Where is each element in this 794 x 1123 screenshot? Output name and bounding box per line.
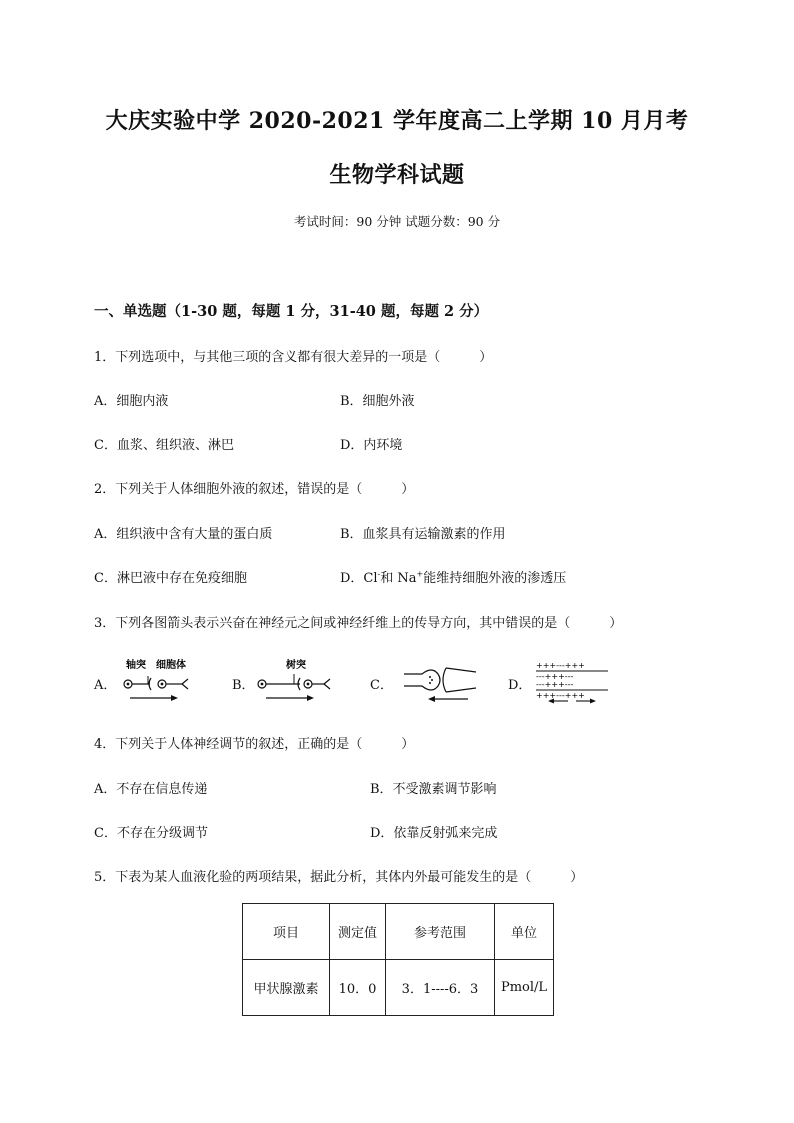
- question-2-option-d: D．Cl-和 Na+能维持细胞外液的渗透压: [340, 569, 567, 586]
- question-2-option-a: A．组织液中含有大量的蛋白质: [94, 527, 273, 542]
- section-heading: 一、单选题（1-30 题，每题 1 分，31-40 题，每题 2 分）: [94, 303, 489, 320]
- question-3-stem: 3．下列各图箭头表示兴奋在神经元之间或神经纤维上的传导方向，其中错误的是（ ）: [94, 616, 623, 631]
- question-3-option-a: A．: [94, 678, 117, 693]
- table-cell: 甲状腺激素: [243, 960, 330, 1016]
- exam-info: 考试时间：90 分钟 试题分数：90 分: [293, 214, 501, 229]
- figure-a-cell-body-label: 细胞体: [156, 660, 186, 671]
- table-cell: 10．0: [330, 960, 386, 1016]
- figure-d-nerve-fiber-diagram: [532, 660, 612, 708]
- figure-c-synapse-diagram: [400, 660, 480, 708]
- question-4-option-a: A．不存在信息传递: [94, 782, 208, 797]
- table-header-cell: 参考范围: [386, 904, 495, 960]
- blood-test-table: [242, 903, 554, 1016]
- question-3-option-d: D．: [508, 678, 532, 693]
- table-header-cell: 测定值: [330, 904, 386, 960]
- question-2-option-c: C．淋巴液中存在免疫细胞: [94, 571, 247, 586]
- table-header-cell: 项目: [243, 904, 330, 960]
- question-2-option-b: B．血浆具有运输激素的作用: [340, 527, 506, 542]
- figure-d-top-charges: +++---+++: [536, 661, 585, 670]
- question-1-option-a: A．细胞内液: [94, 394, 169, 409]
- question-4-option-b: B．不受激素调节影响: [370, 782, 497, 797]
- figure-d-inner-charges-1: ---+++---: [536, 672, 574, 681]
- figure-b-neuron-diagram: [252, 658, 334, 710]
- question-5-stem: 5．下表为某人血液化验的两项结果，据此分析，其体内外最可能发生的是（ ）: [94, 870, 584, 885]
- question-2-stem: 2．下列关于人体细胞外液的叙述，错误的是（ ）: [94, 482, 415, 497]
- page-subtitle: 生物学科试题: [329, 162, 465, 188]
- table-header-cell: 单位: [495, 904, 554, 960]
- table-cell: 3．1----6．3: [386, 960, 495, 1016]
- question-1-option-d: D．内环境: [340, 438, 403, 453]
- question-4-option-d: D．依靠反射弧来完成: [370, 826, 498, 841]
- question-1-option-b: B．细胞外液: [340, 394, 415, 409]
- question-4-stem: 4．下列关于人体神经调节的叙述，正确的是（ ）: [94, 737, 415, 752]
- table-header-row: [243, 904, 554, 960]
- figure-b-dendrite-label: 树突: [286, 660, 306, 671]
- question-3-option-b: B．: [232, 678, 255, 693]
- figure-d-bottom-charges: +++---+++: [536, 691, 585, 700]
- table-row: [243, 960, 554, 1016]
- question-1-option-c: C．血浆、组织液、淋巴: [94, 438, 234, 453]
- figure-a-neuron-diagram: [118, 658, 200, 710]
- figure-d-inner-charges-2: ---+++---: [536, 680, 574, 689]
- question-3-option-c: C．: [370, 678, 393, 693]
- figure-a-axon-label: 轴突: [126, 660, 146, 671]
- page-title: 大庆实验中学 2020-2021 学年度高二上学期 10 月月考: [105, 108, 689, 134]
- question-1-stem: 1．下列选项中，与其他三项的含义都有很大差异的一项是（ ）: [94, 350, 493, 365]
- table-cell: Pmol/L: [495, 960, 554, 1016]
- question-4-option-c: C．不存在分级调节: [94, 826, 208, 841]
